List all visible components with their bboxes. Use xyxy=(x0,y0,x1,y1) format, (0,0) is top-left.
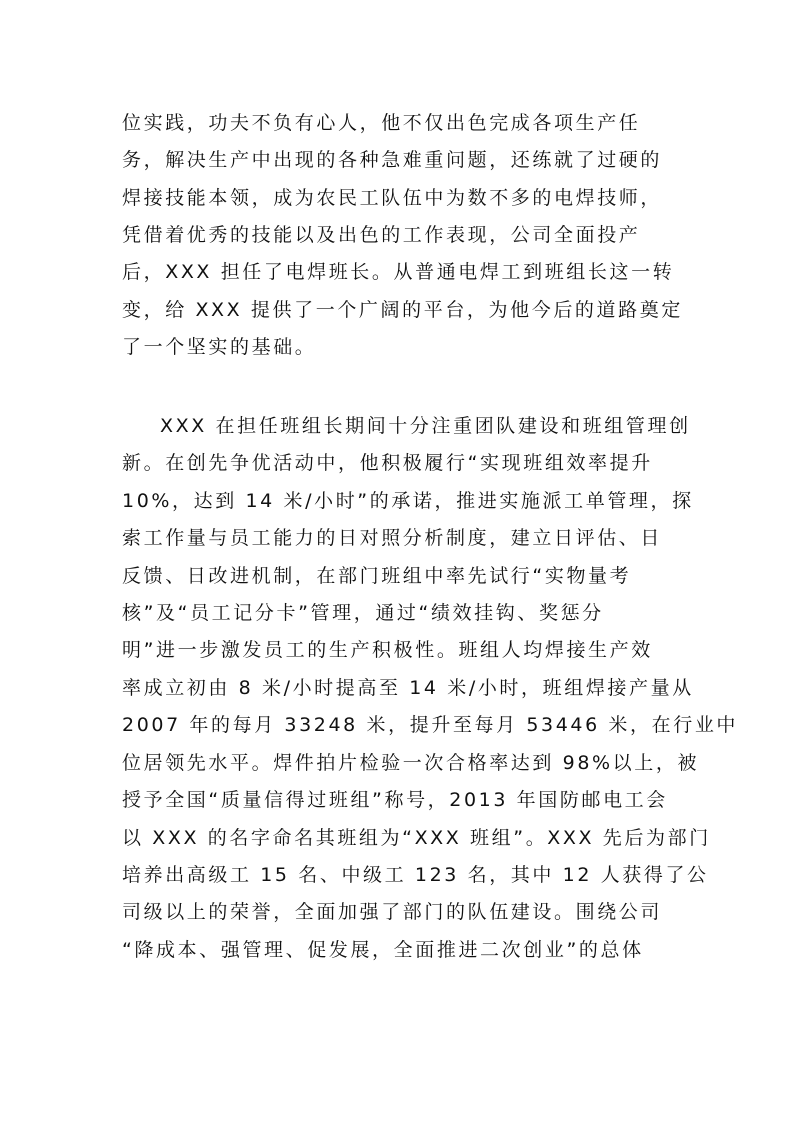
paragraph-1-line-2: 务，解决生产中出现的各种急难重问题，还练就了过硬的 xyxy=(122,149,663,171)
paragraph-2-line-7: 明”进一步激发员工的生产积极性。班组人均焊接生产效 xyxy=(122,639,653,661)
paragraph-2-line-12: 以 XXX 的名字命名其班组为“XXX 班组”。XXX 先后为部门 xyxy=(122,827,711,849)
paragraph-1-line-3: 焊接技能本领，成为农民工队伍中为数不多的电焊技师， xyxy=(122,187,663,209)
paragraph-2-line-11: 授予全国“质量信得过班组”称号，2013 年国防邮电工会 xyxy=(122,789,668,811)
paragraph-2-line-1: XXX 在担任班组长期间十分注重团队建设和班组管理创 xyxy=(160,415,691,437)
paragraph-2-line-14: 司级以上的荣誉，全面加强了部门的队伍建设。围绕公司 xyxy=(122,901,663,923)
paragraph-2-line-8: 率成立初由 8 米/小时提高至 14 米/小时，班组焊接产量从 xyxy=(122,677,694,699)
paragraph-2-line-5: 反馈、日改进机制，在部门班组中率先试行“实物量考 xyxy=(122,565,632,587)
paragraph-2-line-6: 核”及“员工记分卡”管理，通过“绩效挂钩、奖惩分 xyxy=(122,602,604,624)
paragraph-1-line-1: 位实践，功夫不负有心人，他不仅出色完成各项生产任 xyxy=(122,112,641,134)
paragraph-1-line-6: 变，给 XXX 提供了一个广阔的平台，为他今后的道路奠定 xyxy=(122,299,683,321)
paragraph-1-line-5: 后，XXX 担任了电焊班长。从普通电焊工到班组长这一转 xyxy=(122,261,675,283)
paragraph-2-line-15: “降成本、强管理、促发展，全面推进二次创业”的总体 xyxy=(122,939,644,961)
paragraph-2-line-13: 培养出高级工 15 名、中级工 123 名，其中 12 人获得了公 xyxy=(122,864,709,886)
paragraph-2-line-9: 2007 年的每月 33248 米，提升至每月 53446 米，在行业中 xyxy=(122,714,739,736)
paragraph-2-line-2: 新。在创先争优活动中，他积极履行“实现班组效率提升 xyxy=(122,452,653,474)
paragraph-2-line-4: 索工作量与员工能力的日对照分析制度，建立日评估、日 xyxy=(122,527,663,549)
paragraph-1-line-4: 凭借着优秀的技能以及出色的工作表现，公司全面投产 xyxy=(122,224,641,246)
paragraph-2-line-10: 位居领先水平。焊件拍片检验一次合格率达到 98%以上，被 xyxy=(122,752,700,774)
paragraph-1-line-7: 了一个坚实的基础。 xyxy=(122,336,317,358)
paragraph-2-line-3: 10%，达到 14 米/小时”的承诺，推进实施派工单管理，探 xyxy=(122,490,694,512)
